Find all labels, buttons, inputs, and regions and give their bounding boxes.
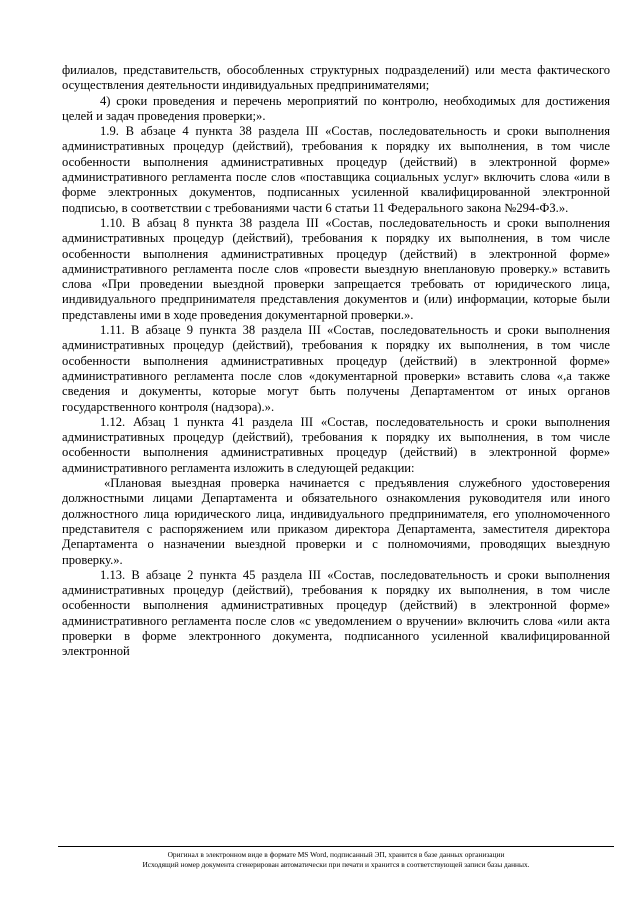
paragraph-1-9: 1.9. В абзаце 4 пункта 38 раздела III «Состав, последовательность и сроки выполнения административных процедур (действий), требования к порядку их выполнения, в том числе особенности выполнения административных процедур (действий) в электронной форме» административного регламента после слов «поставщика социальных услуг» включить слова «или в форме электронных документов, подписанных усиленной квалифицированной электронной подписью, в соответствии с требованиями части 6 статьи 11 Федерального закона №294-ФЗ.». (62, 124, 610, 215)
footer-divider (58, 846, 614, 847)
paragraph-1-12: 1.12. Абзац 1 пункта 41 раздела III «Состав, последовательность и сроки выполнения административных процедур (действий), требования к порядку их выполнения, в том числе особенности выполнения административных процедур (действий) в электронной форме» административного регламента изложить в следующей редакции: (62, 414, 610, 475)
footer-line-number: Исходящий номер документа сгенерирован автоматически при печати и хранится в соответствующей записи базы данных. (142, 860, 530, 869)
footer-line-original: Оригинал в электронном виде в формате MS Word, подписанный ЭП, хранится в базе данных организации (167, 850, 505, 859)
document-body (62, 63, 610, 660)
paragraph-1-13: 1.13. В абзаце 2 пункта 45 раздела III «Состав, последовательность и сроки выполнения административных процедур (действий), требования к порядку их выполнения, в том числе особенности выполнения административных процедур (действий) в электронной форме» административного регламента после слов «с уведомлением о вручении» включить слова «или акта проверки в форме электронного документа, подписанного усиленной квалифицированной электронной (62, 567, 610, 659)
paragraph-1-11: 1.11. В абзаце 9 пункта 38 раздела III «Состав, последовательность и сроки выполнения административных процедур (действий), требования к порядку их выполнения, в том числе особенности выполнения административных процедур (действий) в электронной форме» административного регламента после слов «документарной проверки» вставить слова «,а также сведения и документы, которые могут быть получены Департаментом от иных органов государственного контроля (надзора).». (62, 323, 610, 414)
paragraph-item-4: 4) сроки проведения и перечень мероприятий по контролю, необходимых для достижения целей и задач проведения проверки;». (62, 93, 610, 123)
paragraph-quoted-text: «Плановая выездная проверка начинается с предъявления служебного удостоверения должностными лицами Департамента и обязательного ознакомления руководителя или иного должностного лица юридического лица, индивидуального предпринимателя, его уполномоченного представителя с распоряжением или приказом директора Департамента, заместителя директора Департамента о назначении выездной проверки и с полномочиями, проводящих выездную проверку.». (62, 476, 610, 567)
paragraph-1-10: 1.10. В абзац 8 пункта 38 раздела III «Состав, последовательность и сроки выполнения административных процедур (действий), требования к порядку их выполнения, в том числе особенности выполнения административных процедур (действий) в электронной форме» административного регламента после слов «провести выездную внеплановую проверку.» вставить слова «При проведении выездной проверки запрещается требовать от юридического лица, индивидуального предпринимателя представления документов и (или) информации, которые были представлены ими в ходе проведения документарной проверки.». (62, 215, 610, 322)
paragraph-continuation: филиалов, представительств, обособленных структурных подразделений) или места фактического осуществления деятельности индивидуальных предпринимателями; (62, 63, 610, 93)
document-footer (62, 850, 610, 870)
